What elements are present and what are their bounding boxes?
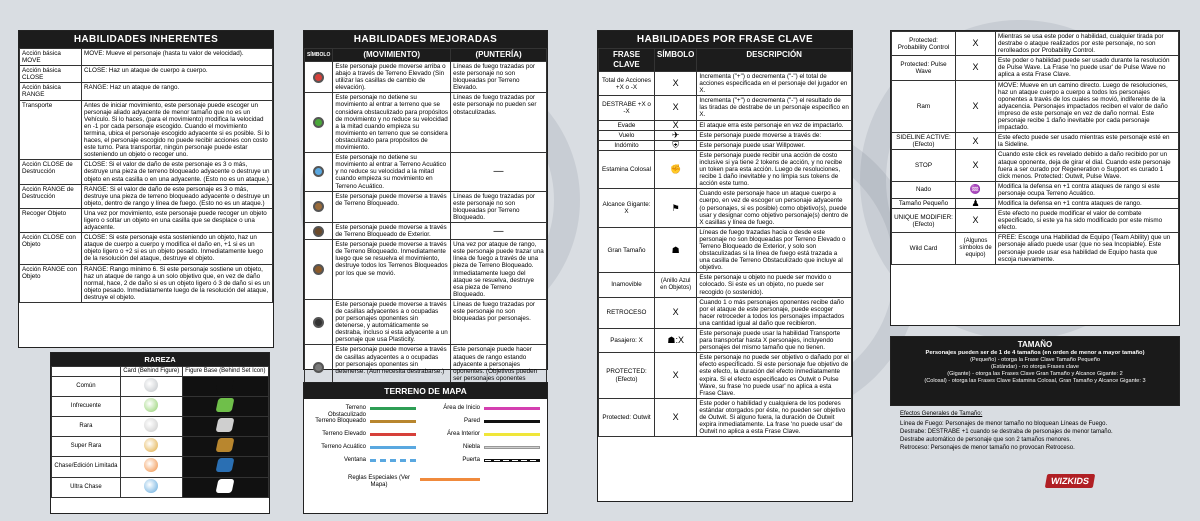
table-row <box>305 49 547 62</box>
keyword-table <box>598 48 852 437</box>
rarity-base-swatch <box>182 457 268 477</box>
keyword-name: DESTRABE +X o -X <box>599 96 655 120</box>
ability-name: Recoger Objeto <box>20 208 82 232</box>
table-row <box>52 397 269 417</box>
rarity-table <box>51 366 269 498</box>
table-row <box>52 437 269 457</box>
terrain-swatch <box>370 459 416 462</box>
table-row <box>892 32 1179 56</box>
symbol-cell <box>305 191 333 222</box>
move-description: Este personaje no detiene su movimiento al entrar a Terreno Acuático y no reduce su velocidad a la mitad cuando empieza su movimiento en Terreno Acuático. <box>333 153 451 191</box>
rarity-base-swatch <box>182 477 268 497</box>
keyword-symbol: ⛨ <box>655 140 697 150</box>
panel-title: HABILIDADES INHERENTES <box>19 31 273 48</box>
keyword-description: Líneas de fuego trazadas hacia o desde este personaje no son bloqueadas por Terreno Elevado o Terreno Bloqueado de Exterior, y solo son obstaculizadas si la línea de fuego está trazada a una casilla de Terreno Obstaculizado que incluye al objetivo. <box>697 227 852 273</box>
ability-description: CLOSE: Si el valor de daño de este personaje es 3 o más, destruye una pieza de terreno bloqueado adyacente o destruye un objeto en esta casilla o en una adyacente. (Esto no es un ataque.) <box>82 160 273 184</box>
table-row <box>892 133 1179 150</box>
rarity-base-icon <box>216 458 235 472</box>
table-row <box>20 49 273 66</box>
table-row <box>52 417 269 437</box>
table-row <box>599 96 852 120</box>
keyword-symbol: ✈ <box>655 130 697 140</box>
rarity-card-swatch <box>120 417 182 437</box>
symbol-cell <box>305 93 333 153</box>
move-description: Este personaje puede moverse a través de Terreno Bloqueado de Exterior. <box>333 222 451 239</box>
rarity-base-icon <box>216 418 235 432</box>
terrain-label: Área Interior <box>446 431 480 437</box>
target-description: Líneas de fuego trazadas por este personaje no pueden ser obstaculizadas. <box>451 93 547 153</box>
keyword-symbol: ✊ <box>655 150 697 188</box>
rarity-card-swatch <box>120 457 182 477</box>
keyword-symbol: X <box>956 150 996 181</box>
rarity-base-icon <box>216 479 235 493</box>
size-line: (Colosal) - otorga las Frases Clave Estamina Colosal, Gran Tamaño y Alcance Gigante: 3 <box>924 378 1146 384</box>
target-description: — <box>451 222 547 239</box>
speed-symbol-icon <box>313 166 324 177</box>
move-description: Este personaje no detiene su movimiento al entrar a terreno que se considera obstaculizado para propósitos de movimiento y no reduce su velocidad a la mitad cuando empieza su movimiento en terreno que se considera obstaculizado para propósitos de movimiento. <box>333 93 451 153</box>
keyword-name: PROTECTED: (Efecto) <box>599 353 655 399</box>
ability-name: Acción básica MOVE <box>20 49 82 66</box>
rarity-base-swatch <box>182 377 268 397</box>
keyword-description: El ataque erra este personaje en vez de impactarlo. <box>697 120 852 130</box>
rarity-col-base: Figure Base (Behind Set Icon) <box>182 367 268 377</box>
keyword-name: UNIQUE MODIFIER: (Efecto) <box>892 209 956 233</box>
rarity-name: Rara <box>52 417 121 437</box>
enhanced-abilities-panel <box>303 30 548 382</box>
keyword-symbol: X <box>956 56 996 80</box>
table-row <box>892 56 1179 80</box>
rarity-name: Común <box>52 377 121 397</box>
move-description: Este personaje puede moverse a través de casillas adyacentes a o ocupadas por personajes oponentes sin detenerse, y automáticamente se destraba, incluso si esta adyacente a un personaje que usa Plasticity. <box>333 299 451 345</box>
size-panel <box>890 336 1180 406</box>
table-row <box>892 198 1179 208</box>
keyword-name: Nado <box>892 181 956 198</box>
rarity-title: RAREZA <box>51 353 269 366</box>
keyword-symbol: ⚑ <box>655 189 697 227</box>
rarity-card-swatch <box>120 437 182 457</box>
ability-name: Acción básica RANGE <box>20 83 82 100</box>
ability-description: RANGE: Si el valor de daño de este personaje es 3 o más, destruye una pieza de terreno bloqueado adyacente o destruye un objeto, dentro de rango y línea de fuego. (Esto no es un ataque.) <box>82 184 273 208</box>
symbol-cell <box>305 62 333 93</box>
rarity-name: Ultra Chase <box>52 477 121 497</box>
ability-description: Antes de iniciar movimiento, este personaje puede escoger un personaje aliado adyacente de menor tamaño que no es un Vehículo. Si lo haces, (para el movimiento) modifica la velocidad en -1 por cada personaje escogido. Cuando el movimiento termina, ubica el personaje escogido adyacente si es posible. Si lo haces, el personaje escogido no puede recibir acciones con costo este turno. Para transportar, ningún personaje puede estar sosteniendo un objeto o recoger uno. <box>82 100 273 160</box>
col-move: (MOVIMIENTO) <box>333 49 451 62</box>
table-row <box>20 208 273 232</box>
target-description: Este personaje puede hacer ataques de rango estando adyacente a personajes oponentes. (Objetivos pueden ser personajes oponentes <box>451 345 547 391</box>
move-description: Este personaje puede moverse arriba o abajo a través de Terreno Elevado (Sin utilizar las casillas de cambio de elevación). <box>333 62 451 93</box>
keyword-name: Pasajero: X <box>599 329 655 353</box>
keyword-description: Incrementa ("+") o decrementa ("-") el resultado de las tiradas de destrabe de un personaje específico en X. <box>697 96 852 120</box>
keyword-description: Este personaje no puede ser objetivo o dañado por el efecto especificado. Si este personaje fue objetivo de este efecto, la duración del efecto inmediatamente expira. Si el efecto especificado es Outwit o Pulse Wave, su frase 'no puede usar' no aplica a esta Frase Clave. <box>697 353 852 399</box>
table-row <box>20 100 273 160</box>
symbol-cell <box>305 222 333 239</box>
map-legend <box>304 399 547 509</box>
terrain-label: Terreno Elevado <box>322 431 366 437</box>
symbol-cell <box>305 299 333 345</box>
ability-description: CLOSE: Si este personaje esta sosteniendo un objeto, haz un ataque de cuerpo a cuerpo y modifica el daño en, +1 si es un objeto ligero o +2 si es un objeto pesado. Inmediatamente luego de la resolución del ataque, destruye el objeto. <box>82 233 273 264</box>
keyword-name: RETROCESO <box>599 297 655 328</box>
table-row <box>599 398 852 436</box>
rarity-name: Super Rara <box>52 437 121 457</box>
rarity-ring-icon <box>144 418 158 432</box>
speed-symbol-icon <box>313 201 324 212</box>
size-effects-title: Efectos Generales de Tamaño: <box>900 411 983 417</box>
speed-symbol-icon <box>313 362 324 373</box>
keyword-symbol: X <box>655 353 697 399</box>
table-row <box>52 477 269 497</box>
ability-name: Acción RANGE de Destrucción <box>20 184 82 208</box>
keyword-description: Este efecto no puede modificar el valor de combate especificado, si este ya ha sido modificado por este mismo efecto. <box>996 209 1179 233</box>
rarity-ring-icon <box>144 479 158 493</box>
table-row <box>599 189 852 227</box>
terrain-swatch <box>484 446 540 449</box>
keyword-symbol: X <box>956 80 996 133</box>
ability-name: Transporte <box>20 100 82 160</box>
rarity-card-swatch <box>120 377 182 397</box>
table-row <box>20 184 273 208</box>
keyword-description: Mientras se usa este poder o habilidad, cualquier tirada por destrabe o ataque realizados por este personaje, no son rerolleados por Probability Control. <box>996 32 1179 56</box>
size-effect: Línea de Fuego: Personajes de menor tamaño no bloquean Líneas de Fuego. <box>900 421 1108 427</box>
terrain-swatch <box>484 407 540 410</box>
keyword-name: Total de Acciones +X o -X <box>599 72 655 96</box>
table-row <box>20 264 273 302</box>
rarity-base-swatch <box>182 437 268 457</box>
table-row <box>305 222 547 239</box>
col-description: DESCRIPCIÓN <box>697 49 852 72</box>
keyword-symbol: ♟ <box>956 198 996 208</box>
wizkids-logo: WIZKIDS <box>1045 474 1095 488</box>
terrain-label: Terreno Bloqueado <box>315 418 366 424</box>
rarity-ring-icon <box>144 438 158 452</box>
keyword-symbol: X <box>655 96 697 120</box>
keyword-description: Este personaje puede recibir una acción de costo inclusive si ya tiene 2 tokens de acción, y no recibe un token para esta acción. Luego de resoluciones, recibe 1 daño inevitable y no limpia sus tokens de acción este turno. <box>697 150 852 188</box>
terrain-swatch <box>370 433 416 436</box>
ability-description: MOVE: Mueve el personaje (hasta tu valor de velocidad). <box>82 49 273 66</box>
size-effects <box>900 410 1180 452</box>
enhanced-table <box>304 48 547 391</box>
ability-name: Acción CLOSE de Destrucción <box>20 160 82 184</box>
keyword-description: Este poder o habilidad puede ser usado durante la resolución de Pulse Wave. La Frase 'no puede usar' de Pulse Wave no aplica a esta Frase Clave. <box>996 56 1179 80</box>
keyword-description: Cuando 1 o más personajes oponentes recibe daño por el ataque de este personaje, puede escoger hacer retroceder a todos los personajes impactados una cantidad igual al daño que recibieron. <box>697 297 852 328</box>
symbol-cell <box>305 153 333 191</box>
target-description: Una vez por ataque de rango, este personaje puede trazar una línea de fuego a través de una pieza de Terreno Bloqueado. Inmediatamente luego del ataque se resuelva, destruye esa pieza de Terreno Bloqueado. <box>451 240 547 300</box>
keyword-name: Vuelo <box>599 130 655 140</box>
terrain-swatch <box>420 478 480 481</box>
table-row <box>20 83 273 100</box>
target-description: Líneas de fuego trazadas por este personaje no son bloqueadas por personajes. <box>451 299 547 345</box>
table-row <box>892 80 1179 133</box>
table-row <box>599 329 852 353</box>
size-line: (Gigante) - otorga las Frases Clave Gran Tamaño y Alcance Gigante: 2 <box>947 371 1123 377</box>
ability-name: Acción CLOSE con Objeto <box>20 233 82 264</box>
keyword-name: Wild Card <box>892 233 956 264</box>
keyword-symbol: ♒ <box>956 181 996 198</box>
keyword-symbol: (Anillo Azul en Objetos) <box>655 273 697 297</box>
terrain-label: Terreno Acuático <box>321 444 366 450</box>
table-row <box>599 273 852 297</box>
rarity-name: Chase/Edición Limitada <box>52 457 121 477</box>
rarity-name: Infrecuente <box>52 397 121 417</box>
keyword-description: Cuando este click es revelado debido a daño recibido por un ataque oponente, deja de girar el dial. Cuando este personaje fuera a ser curado por Regeneration o Support es curado 1 click menos. Protected: Outwit, Pulse Wave. <box>996 150 1179 181</box>
table-row <box>892 150 1179 181</box>
speed-symbol-icon <box>313 226 324 237</box>
rarity-card-swatch <box>120 477 182 497</box>
keyword-description: Este personaje u objeto no puede ser movido o colocado. Si este es un objeto, no puede ser recogido (o sostenido). <box>697 273 852 297</box>
table-row <box>599 140 852 150</box>
rarity-card-swatch <box>120 397 182 417</box>
table-row <box>20 66 273 83</box>
table-row <box>599 130 852 140</box>
keyword-name: Gran Tamaño <box>599 227 655 273</box>
ability-name: Acción básica CLOSE <box>20 66 82 83</box>
size-line: (Estándar) - no otorga Frases clave <box>991 364 1079 370</box>
ability-description: Una vez por movimiento, este personaje puede recoger un objeto ligero o soltar un objeto en una casilla que se desplace o una adyacente. <box>82 208 273 232</box>
keyword-table-continued <box>891 31 1179 265</box>
table-row <box>52 457 269 477</box>
rarity-panel <box>50 352 270 514</box>
keyword-symbol: X <box>655 297 697 328</box>
map-title: TERRENO DE MAPA <box>304 383 547 399</box>
header-blank <box>52 367 121 377</box>
inherent-table <box>19 48 273 303</box>
table-row <box>599 49 852 72</box>
terrain-label: Reglas Especiales (Ver Mapa) <box>347 475 411 488</box>
table-row <box>892 209 1179 233</box>
table-row <box>52 377 269 397</box>
keyword-symbol: X <box>956 209 996 233</box>
size-effect: Destrabe: DESTRABE +1 cuando se destraba de personajes de menor tamaño. <box>900 429 1113 435</box>
keyword-name: STOP <box>892 150 956 181</box>
keyword-name: Protected: Outwit <box>599 398 655 436</box>
keyword-name: Alcance Gigante: X <box>599 189 655 227</box>
table-row <box>305 93 547 153</box>
keyword-symbol: X <box>655 398 697 436</box>
keyword-name: Evade <box>599 120 655 130</box>
keyword-symbol: ☗:X <box>655 329 697 353</box>
size-title: TAMAÑO <box>1017 340 1053 349</box>
keyword-description: Incrementa ("+") o decrementa ("-") el total de acciones especificada en el personaje del jugador en X. <box>697 72 852 96</box>
terrain-label: Niebla <box>462 444 480 450</box>
move-description: Este personaje puede moverse a través de casillas adyacentes a o ocupadas por personajes oponentes sin detenerse. (Aun necesita destrabarse.) <box>333 345 451 391</box>
terrain-label: Pared <box>463 418 480 424</box>
size-effect: Destrabe automático de personaje que son 2 tamaños menores. <box>900 437 1072 443</box>
keyword-name: SIDELINE ACTIVE: (Efecto) <box>892 133 956 150</box>
speed-symbol-icon <box>313 117 324 128</box>
table-row <box>305 153 547 191</box>
table-row <box>892 233 1179 264</box>
table-row <box>305 62 547 93</box>
rarity-base-icon <box>216 398 235 412</box>
speed-symbol-icon <box>313 317 324 328</box>
ability-description: RANGE: Rango mínimo 6. Si este personaje sostiene un objeto, haz un ataque de rango a un solo objetivo que, en vez de daño normal, hace, 2 de daño si es un objeto ligero ó 3 de daño si es un objeto pesado. Inmediatamente luego de la resolución del ataque, destruye el objeto. <box>82 264 273 302</box>
terrain-swatch <box>484 459 540 462</box>
keyword-description: MOVE: Mueve en un camino directo. Luego de resoluciones, haz un ataque cuerpo a cuerpo a todos los personajes oponentes a través de los cuales se movió, indiferente de la adyacencia. Personajes impactados reciben el valor de daño impreso de este personaje en vez de daño normal. Este personaje recibe 1 daño inevitable por cada personaje impactado. <box>996 80 1179 133</box>
move-description: Este personaje puede moverse a través de Terreno Bloqueado. Inmediatamente luego que se resuelva el movimiento, destruye todos los Terrenos Bloqueados por los que se movió. <box>333 240 451 300</box>
keyword-description: Modifica la defensa en +1 contra ataques de rango si este personaje ocupa Terreno Acuático. <box>996 181 1179 198</box>
keyword-name: Protected: Probability Control <box>892 32 956 56</box>
terrain-label: Terreno Obstaculizado <box>327 405 366 418</box>
rarity-ring-icon <box>144 458 158 472</box>
keyword-description: FREE: Escoge una Habilidad de Equipo (Team Ability) que un personaje aliado puede usar (que no sea Incopiable). Este personaje puede usar esa habilidad de Equipo hasta que escoja nuevamente. <box>996 233 1179 264</box>
keyword-symbol: ☗ <box>655 227 697 273</box>
panel-title: HABILIDADES MEJORADAS <box>304 31 547 48</box>
keyword-name: Ram <box>892 80 956 133</box>
keyword-description: Este personaje puede usar Willpower. <box>697 140 852 150</box>
keyword-description: Modifica la defensa en +1 contra ataques de rango. <box>996 198 1179 208</box>
rarity-ring-icon <box>144 378 158 392</box>
keyword-description: Cuando este personaje hace un ataque cuerpo a cuerpo, en vez de escoger un personaje adyacente (o personajes, si es posible) como objetivo(s), puede usar y designar como objetivo personaje(s) dentro de X casillas y línea de fuego. <box>697 189 852 227</box>
keyword-name: Indómito <box>599 140 655 150</box>
keyword-symbol: X <box>956 133 996 150</box>
inherent-abilities-panel <box>18 30 274 348</box>
terrain-label: Ventana <box>343 457 366 463</box>
table-row <box>599 297 852 328</box>
keyword-symbol: X <box>655 120 697 130</box>
table-row <box>305 299 547 345</box>
size-line: (Pequeño) - otorga la Frase Clave Tamaño Pequeño <box>970 357 1100 363</box>
panel-title: HABILIDADES POR FRASE CLAVE <box>598 31 852 48</box>
col-target: (PUNTERÍA) <box>451 49 547 62</box>
keyword-description: Este personaje puede usar la habilidad Transporte para transportar hasta X personajes, incluyendo personajes del mismo tamaño que no tienen. <box>697 329 852 353</box>
move-description: Este personaje puede moverse a través de Terreno Bloqueado. <box>333 191 451 222</box>
rarity-ring-icon <box>144 398 158 412</box>
keyword-abilities-panel <box>597 30 853 502</box>
table-row <box>599 353 852 399</box>
col-symbol: SÍMBOLO <box>305 49 333 62</box>
rarity-base-swatch <box>182 417 268 437</box>
size-effects-list <box>900 420 1180 452</box>
keyword-description: Este efecto puede ser usado mientras este personaje esté en la Sideline. <box>996 133 1179 150</box>
table-row <box>599 227 852 273</box>
table-row <box>52 367 269 377</box>
size-intro: Personajes pueden ser de 1 de 4 tamaños (en orden de menor a mayor tamaño) <box>925 350 1145 356</box>
rarity-base-icon <box>216 438 235 452</box>
target-description: Líneas de fuego trazadas por este personaje no son bloqueadas por Terreno Elevado. <box>451 62 547 93</box>
table-row <box>599 120 852 130</box>
symbol-cell <box>305 240 333 300</box>
keyword-symbol: X <box>956 32 996 56</box>
size-effect: Retroceso: Personajes de menor tamaño no provocan Retroceso. <box>900 445 1075 451</box>
keyword-symbol: (Algunos símbolos de equipo) <box>956 233 996 264</box>
ability-name: Acción RANGE con Objeto <box>20 264 82 302</box>
keyword-name: Inamovible <box>599 273 655 297</box>
keyword-name: Protected: Pulse Wave <box>892 56 956 80</box>
ability-description: CLOSE: Haz un ataque de cuerpo a cuerpo. <box>82 66 273 83</box>
terrain-swatch <box>484 420 540 423</box>
keyword-description: Este personaje puede moverse a través de: <box>697 130 852 140</box>
keyword-name: Tamaño Pequeño <box>892 198 956 208</box>
rarity-col-card: Card (Behind Figure) <box>120 367 182 377</box>
terrain-label: Área de Inicio <box>443 405 480 411</box>
ability-description: RANGE: Haz un ataque de rango. <box>82 83 273 100</box>
keyword-symbol: X <box>655 72 697 96</box>
table-row <box>305 191 547 222</box>
terrain-swatch <box>370 420 416 423</box>
terrain-swatch <box>370 446 416 449</box>
table-row <box>20 160 273 184</box>
col-keyword: FRASE CLAVE <box>599 49 655 72</box>
table-row <box>305 240 547 300</box>
col-symbol: SÍMBOLO <box>655 49 697 72</box>
table-row <box>599 150 852 188</box>
terrain-swatch <box>370 407 416 410</box>
keyword-description: Este poder o habilidad y cualquiera de los poderes estándar otorgados por éste, no pueden ser objetivo de Outwit. Si alguno fuera, la duración de Outwit expira inmediatamente. La frase 'no puede usar' de Outwit no aplica a esta Frase Clave. <box>697 398 852 436</box>
map-terrain-panel <box>303 382 548 514</box>
speed-symbol-icon <box>313 72 324 83</box>
keyword-abilities-continued-panel <box>890 30 1180 326</box>
terrain-label: Puerta <box>462 457 480 463</box>
table-row <box>20 233 273 264</box>
table-row <box>892 181 1179 198</box>
terrain-swatch <box>484 433 540 436</box>
target-description: — <box>451 153 547 191</box>
rarity-base-icon <box>216 378 235 392</box>
keyword-name: Estamina Colosal <box>599 150 655 188</box>
rarity-base-swatch <box>182 397 268 417</box>
target-description: Líneas de fuego trazadas por este personaje no son bloqueadas por Terreno Bloqueado. <box>451 191 547 222</box>
speed-symbol-icon <box>313 264 324 275</box>
table-row <box>599 72 852 96</box>
size-lines <box>891 357 1179 385</box>
